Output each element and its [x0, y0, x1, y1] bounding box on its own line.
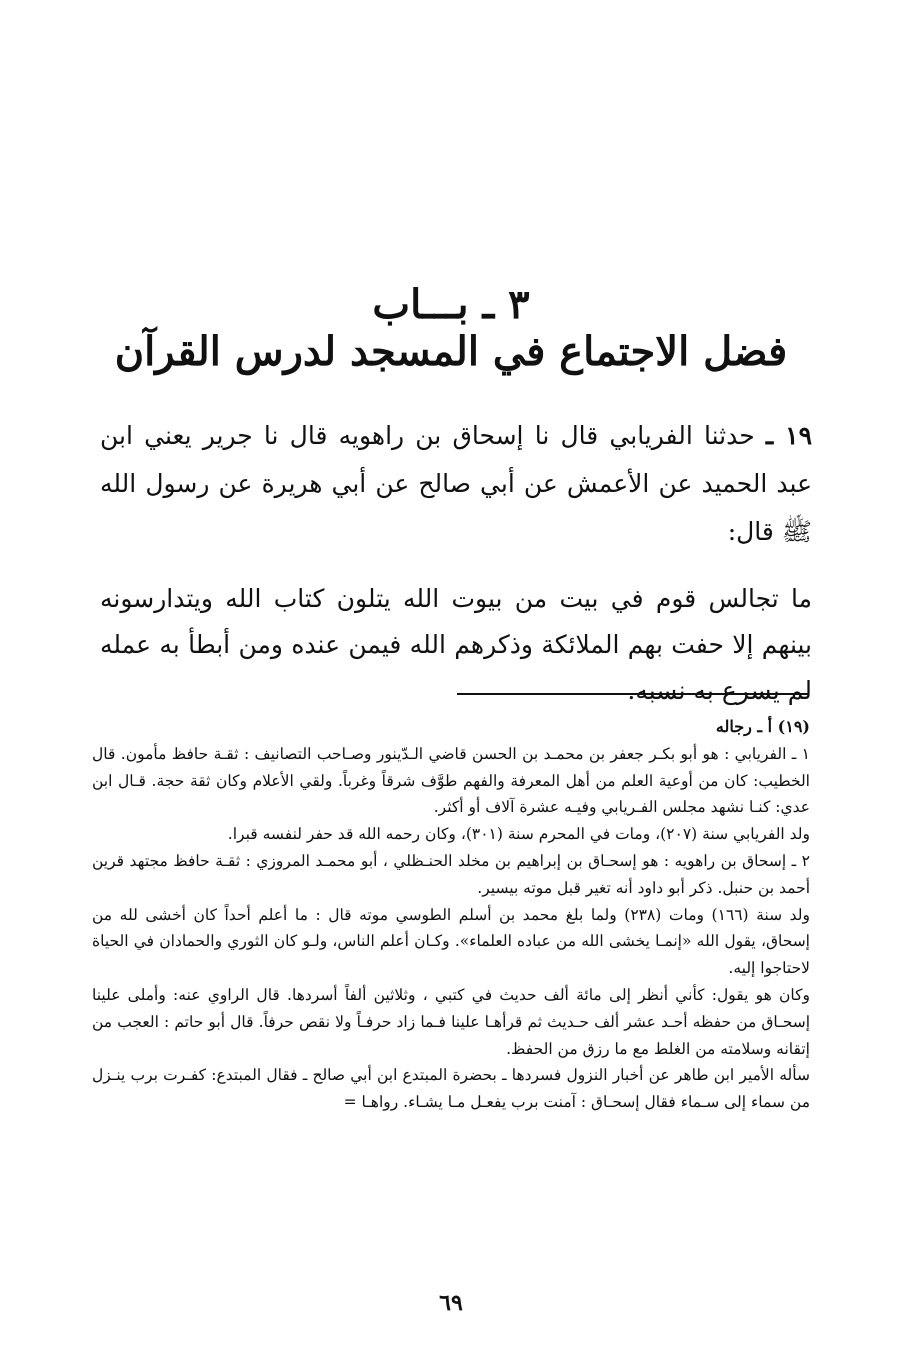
page-number: ٦٩ — [439, 1290, 463, 1316]
footnote-paragraph: ولد سنة (١٦٦) ومات (٢٣٨) ولما بلغ محمد بن أسلم الطوسي موته قال : ما أعلم أحداً كان أخشى لله من إسحاق، يقول الله «إنمـا يخشى الله من عباده العلماء». وكـان أعلم الناس، ولـو كان الثوري والحمادان في الحياة لاحتاجوا إليه. — [92, 905, 810, 978]
chapter-number: ٣ ـ بـــاب — [372, 281, 530, 328]
hadith-isnad-paragraph — [100, 412, 812, 556]
footnote-paragraph: ولد الفريابي سنة (٢٠٧)، ومات في المحرم سنة (٣٠١)، وكان رحمه الله قد حفر لنفسه قبرا. — [227, 825, 810, 844]
hadith-matn: ما تجالس قوم في بيت من بيوت الله يتلون كتاب الله ويتدارسونه بينهم إلا حفت بهم الملائكة وذكرهم الله فيمن عنده ومن أبطأ به عمله لم يسرع به نسبه. — [100, 584, 812, 705]
hadith-isnad: حدثنا الفريابي قال نا إسحاق بن راهويه قال نا جرير يعني ابن عبد الحميد عن الأعمش عن أبي صالح عن أبي هريرة عن رسول الله ﷺ قال: — [100, 421, 812, 546]
chapter-heading — [0, 282, 902, 376]
footnote-paragraph: ١ ـ الفريابي : هو أبو بكـر جعفر بن محمـد بن الحسن قاضي الـدّينور وصـاحب التصانيف : ثقـة حافظ مأمون. قال الخطيب: كان من أوعية العلم من أهل المعرفة والفهم طوَّف شرقاً وغرباً. ولقي الأعلام وكان ثقة حجة. قـال ابن عدي: كنـا نشهد مجلس الفـريابي وفيـه عشرة آلاف أو أكثر. — [92, 744, 810, 817]
footnote-divider — [457, 693, 809, 695]
footnote-paragraph: سأله الأمير ابن طاهر عن أخبار النزول فسردها ـ بحضرة المبتدع ابن أبي صالح ـ فقال المبتدع: كفـرت برب ينـزل من سماء إلى سـماء فقال إسحـاق : آمنت برب يفعـل مـا يشـاء. رواهـا = — [92, 1066, 810, 1112]
chapter-title: فضل الاجتماع في المسجد لدرس القرآن — [114, 328, 788, 375]
footnote-paragraph: وكان هو يقول: كأني أنظر إلى مائة ألف حديث في كتبي ، وثلاثين ألفاً أسردها. قال الراوي عنه: وأملى علينا إسحـاق من حفظه أحـد عشر ألف حـديث ثم قرأهـا علينا فـما زاد حرفـاً ولا نقص حرفاً. قال أبو حاتم : العجب من إتقانه وسلامته من الغلط مع ما رزق من الحفظ. — [92, 985, 810, 1058]
footnote-heading: (١٩) أ ـ رجاله — [715, 717, 810, 736]
hadith-text — [100, 412, 812, 714]
hadith-number: ١٩ ـ — [765, 421, 812, 450]
footnotes — [92, 714, 810, 1116]
footnote-paragraph: ٢ ـ إسحاق بن راهويه : هو إسحـاق بن إبراهيم بن مخلد الحنـظلي ، أبو محمـد المروزي : ثقـة حافظ مجتهد قرين أحمد بن حنبل. ذكر أبو داود أنه تغير قبل موته بيسير. — [92, 851, 810, 897]
